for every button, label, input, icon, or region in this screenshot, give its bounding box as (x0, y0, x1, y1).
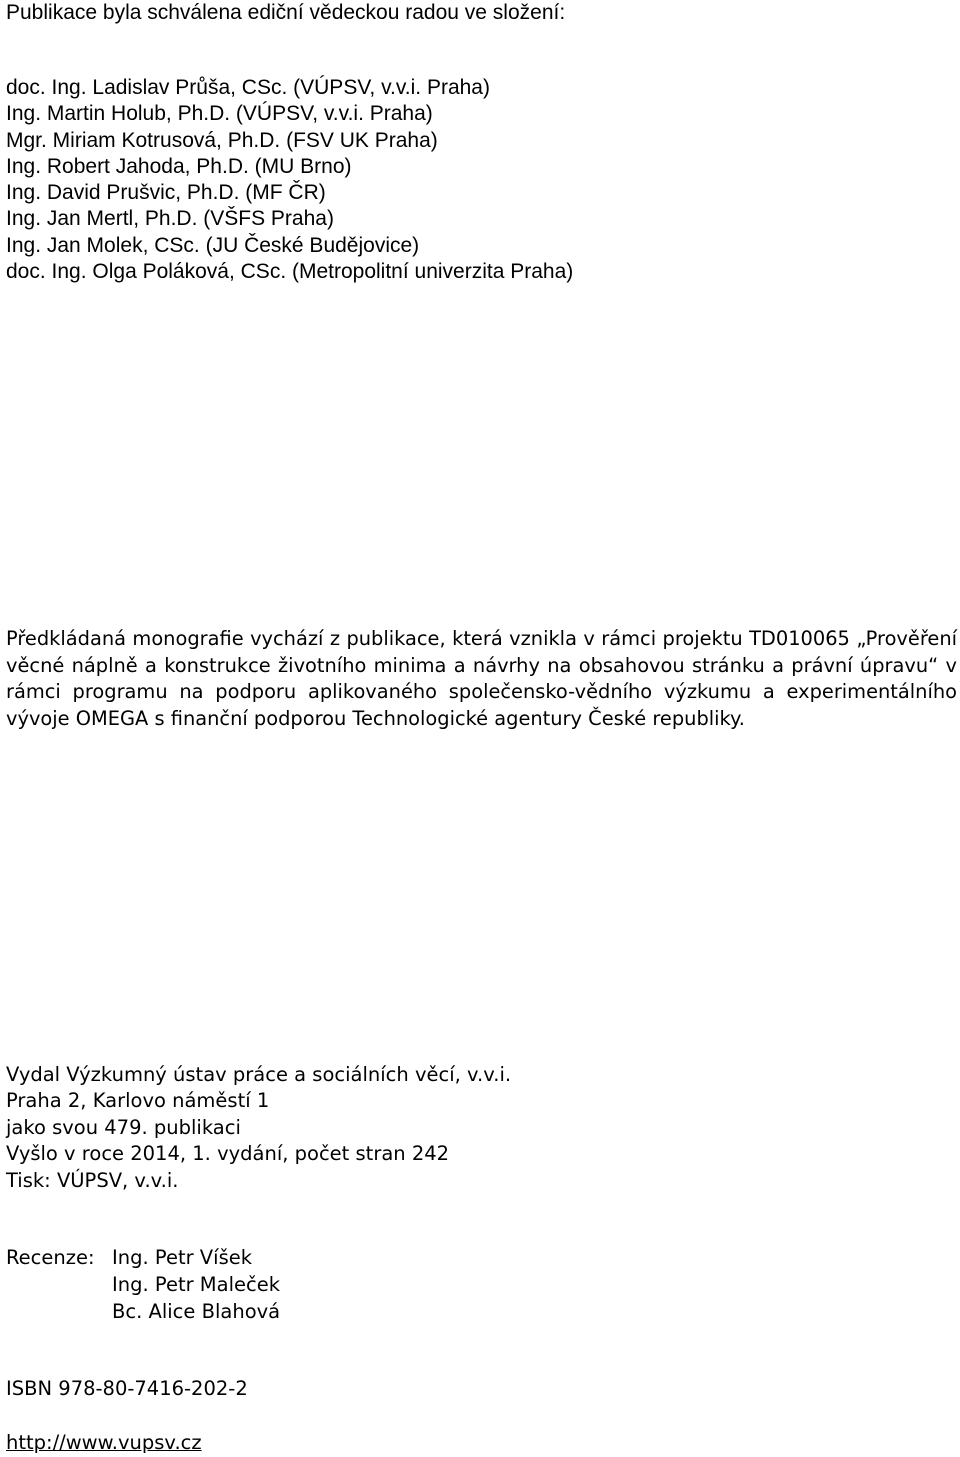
website-line (6, 1430, 202, 1457)
reviewer-name: Ing. Petr Maleček (112, 1273, 281, 1296)
website-link[interactable]: http://www.vupsv.cz (6, 1431, 202, 1454)
imprint-line: Tisk: VÚPSV, v.v.i. (6, 1168, 179, 1192)
reviewers-section (6, 1245, 280, 1326)
board-member: Ing. David Prušvic, Ph.D. (MF ČR) (6, 181, 326, 205)
imprint-line: Praha 2, Karlovo náměstí 1 (6, 1089, 270, 1113)
project-abstract: Předkládaná monografie vychází z publikace, která vznikla v rámci projektu TD010065 „Prověření věcné náplně a konstrukce životního minima a návrhy na obsahovou stránku a právní úpravu“ v rámci programu na podporu aplikovaného společensko-vědního výzkumu a experimentálního vývoje OMEGA s finanční podporou Technologické agentury České republiky. (6, 627, 957, 730)
imprint-line: Vyšlo v roce 2014, 1. vydání, počet stran 242 (6, 1142, 450, 1166)
reviewer-row (6, 1299, 280, 1326)
isbn-number (6, 1376, 248, 1403)
editorial-board-heading (6, 0, 565, 26)
board-member: Ing. Martin Holub, Ph.D. (VÚPSV, v.v.i. Praha) (6, 102, 433, 126)
heading-text: Publikace byla schválena ediční vědeckou radou ve složení: (6, 1, 566, 24)
board-member: Mgr. Miriam Kotrusová, Ph.D. (FSV UK Praha) (6, 128, 438, 152)
board-member: Ing. Jan Mertl, Ph.D. (VŠFS Praha) (6, 207, 334, 231)
board-member: Ing. Robert Jahoda, Ph.D. (MU Brno) (6, 154, 352, 178)
reviewer-row (6, 1272, 280, 1299)
board-member: doc. Ing. Olga Poláková, CSc. (Metropolitní univerzita Praha) (6, 260, 574, 284)
reviews-label: Recenze: (6, 1246, 95, 1269)
isbn-text: ISBN 978-80-7416-202-2 (6, 1377, 248, 1400)
board-member: Ing. Jan Molek, CSc. (JU České Budějovice) (6, 233, 420, 257)
board-member: doc. Ing. Ladislav Průša, CSc. (VÚPSV, v.v.i. Praha) (6, 76, 490, 99)
reviewer-row (6, 1245, 280, 1272)
imprint-line: jako svou 479. publikaci (6, 1115, 241, 1139)
reviewer-name: Ing. Petr Víšek (112, 1246, 253, 1269)
imprint-line: Vydal Výzkumný ústav práce a sociálních věcí, v.v.i. (6, 1063, 512, 1086)
publisher-imprint (6, 1062, 511, 1194)
editorial-board-list (6, 75, 573, 285)
reviewer-name: Bc. Alice Blahová (112, 1300, 281, 1323)
